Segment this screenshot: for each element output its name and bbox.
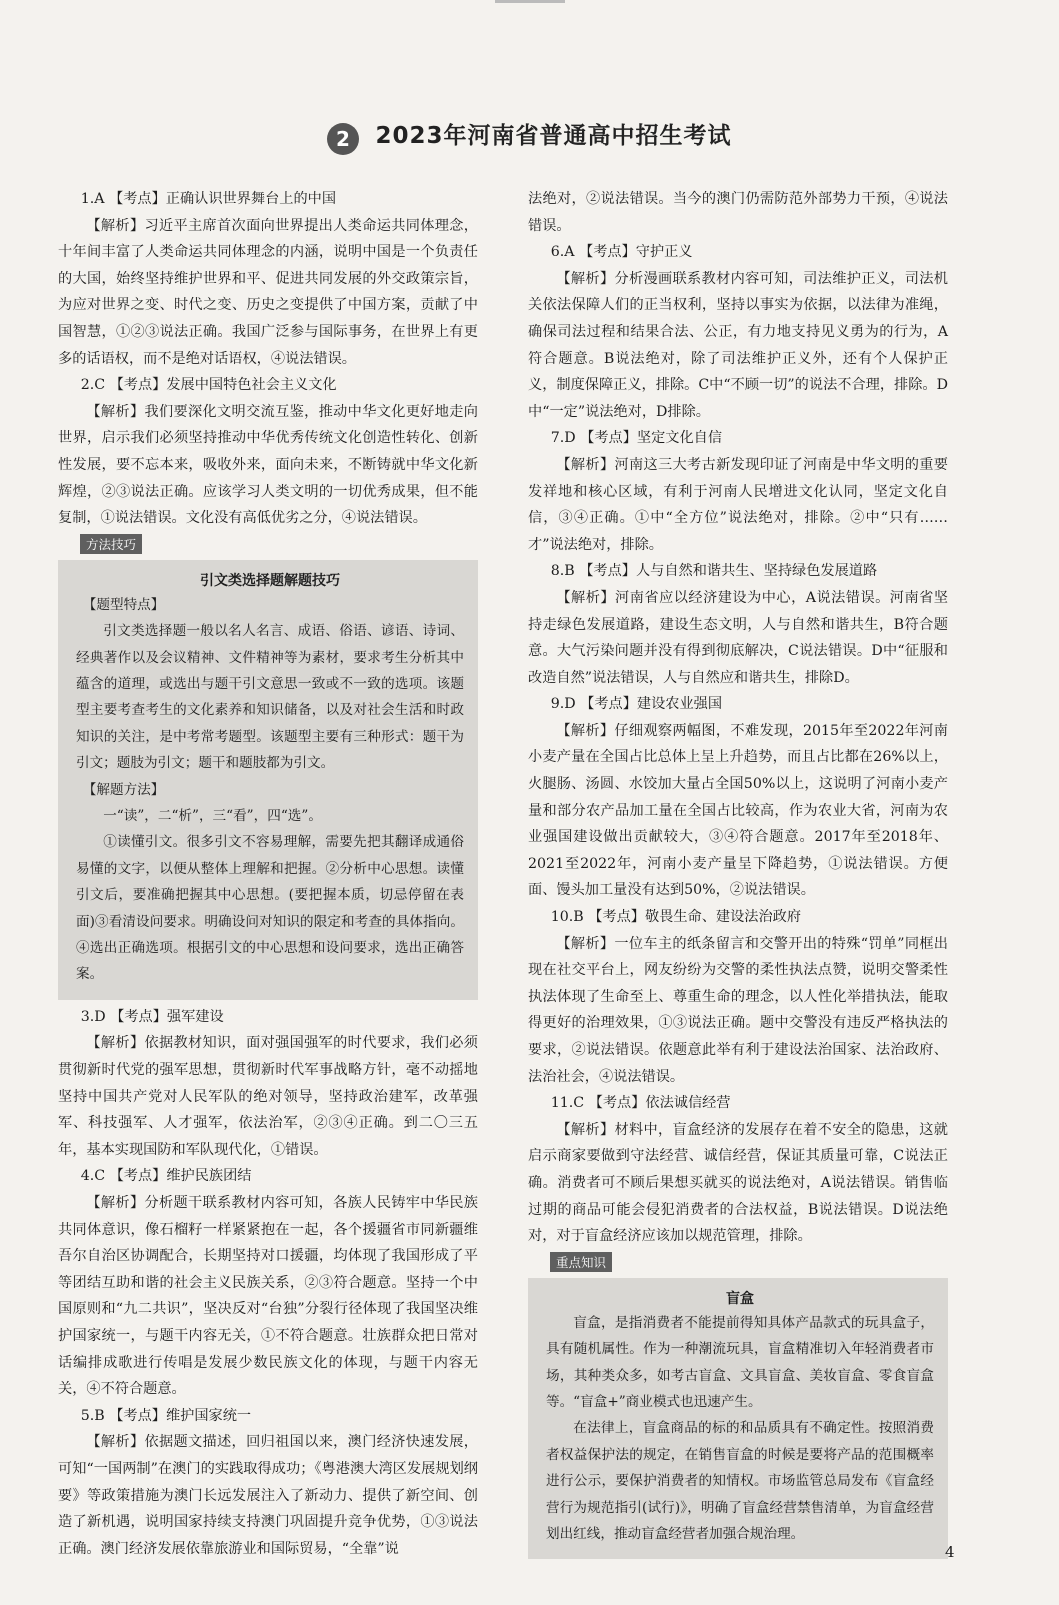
key-box-paragraph-2: 在法律上，盲盒商品的标的和品质具有不确定性。按照消费者权益保护法的规定，在销售盲盒的时候是要将产品的范围概率进行公示，要保护消费者的知情权。市场监管总局发布《盲盒经营行为规范指引(试行)》，明确了盲盒经营禁售清单，为盲盒经营划出红线，推动盲盒经营者加强合规治理。: [546, 1420, 934, 1542]
tip-box-title: 引文类选择题解题技巧: [200, 572, 340, 589]
q3-analysis: 【解析】依据教材知识，面对强国强军的时代要求，我们必须贯彻新时代党的强军思想，贯彻新时代军事战略方针，毫不动摇地坚持中国共产党对人民军队的绝对领导，坚持政治建军，改革强军、科技强军、人才强军，依法治军，②③④正确。到二〇三五年，基本实现国防和军队现代化，①错误。: [58, 1035, 478, 1158]
q7-analysis: 【解析】河南这三大考古新发现印证了河南是中华文明的重要发祥地和核心区域，有利于河南人民增进文化认同，坚定文化自信，③④正确。①中“全方位”说法绝对，排除。②中“只有……才”说法绝对，排除。: [528, 456, 948, 553]
section-number-badge: 2: [327, 123, 359, 155]
method-tip-box: [58, 560, 478, 1000]
q1-heading: 1.A 【考点】正确认识世界舞台上的中国: [80, 191, 337, 207]
q4-analysis: 【解析】分析题干联系教材内容可知，各族人民铸牢中华民族共同体意识，像石榴籽一样紧紧抱在一起，各个援疆省市同新疆维吾尔自治区协调配合，长期坚持对口援疆，均体现了我国形成了平等团结互助和谐的社会主义民族关系，②③符合题意。坚持一个中国原则和“九二共识”，坚决反对“台独”分裂行径体现了我国坚决维护国家统一，与题干内容无关，①不符合题意。壮族群众把日常对话编排成歌进行传唱是发展少数民族文化的体现，与题干内容无关，④不符合题意。: [58, 1194, 478, 1398]
page-number: 4: [945, 1543, 955, 1561]
tip-subheading-features: 【题型特点】: [82, 596, 165, 613]
top-edge-mark: [495, 0, 565, 3]
right-column: [528, 186, 948, 1563]
q7-heading: 7.D 【考点】坚定文化自信: [550, 430, 723, 447]
q1-analysis: 【解析】习近平主席首次面向世界提出人类命运共同体理念，十年间丰富了人类命运共同体理念的内涵，说明中国是一个负责任的大国，始终坚持维护世界和平、促进共同发展的外交政策宗旨，为应对世界之变、时代之变、历史之变提供了中国方案，贡献了中国智慧，①②③说法正确。我国广泛参与国际事务，在世界上有更多的话语权，而不是绝对话语权，④说法错误。: [58, 217, 478, 367]
q5-analysis: 【解析】依据题文描述，回归祖国以来，澳门经济快速发展，可知“一国两制”在澳门的实践取得成功；《粤港澳大湾区发展规划纲要》等政策措施为澳门长远发展注入了新动力、提供了新空间、创造了新机遇，说明国家持续支持澳门巩固提升竞争优势，①③说法正确。澳门经济发展依靠旅游业和国际贸易，“全靠”说: [58, 1434, 478, 1557]
method-tip-tag: 方法技巧: [80, 534, 142, 554]
q9-analysis: 【解析】仔细观察两幅图，不难发现，2015年至2022年河南小麦产量在全国占比总体上呈上升趋势，而且占比都在26%以上，火腿肠、汤圆、水饺加大量占全国50%以上，这说明了河南小麦产量和部分农产品加工量在全国占比较高，作为农业大省，河南为农业强国建设做出贡献较大，③④符合题意。2017年至2018年、2021至2022年，河南小麦产量呈下降趋势，①说法错误。方便面、馒头加工量没有达到50%，②说法错误。: [528, 722, 948, 899]
q5-analysis-continued: 法绝对，②说法错误。当今的澳门仍需防范外部势力干预，④说法错误。: [528, 191, 948, 234]
title-text: 2023年河南省普通高中招生考试: [375, 123, 732, 149]
q8-heading: 8.B 【考点】人与自然和谐共生、坚持绿色发展道路: [550, 563, 878, 580]
q6-analysis: 【解析】分析漫画联系教材内容可知，司法维护正义，司法机关依法保障人们的正当权利，坚持以事实为依据，以法律为准绳，确保司法过程和结果合法、公正，有力地支持见义勇为的行为，A符合题意。B说法绝对，除了司法维护正义外，还有个人保护正义，制度保障正义，排除。C中“不顾一切”的说法不合理，排除。D中“一定”说法绝对，D排除。: [528, 270, 948, 420]
tip-subheading-method: 【解题方法】: [82, 781, 165, 798]
page-title: [0, 117, 1059, 155]
left-column: [58, 186, 478, 1562]
q11-heading: 11.C 【考点】依法诚信经营: [550, 1095, 731, 1112]
q6-heading: 6.A 【考点】守护正义: [550, 244, 693, 261]
key-box-title: 盲盒: [726, 1290, 754, 1307]
q8-analysis: 【解析】河南省应以经济建设为中心，A说法错误。河南省坚持走绿色发展道路，建设生态文明，人与自然和谐共生，B符合题意。大气污染问题并没有得到彻底解决，C说法错误。D中“征服和改造自然”说法错误，人与自然应和谐共生，排除D。: [528, 589, 948, 686]
q11-analysis: 【解析】材料中，盲盒经济的发展存在着不安全的隐患，这就启示商家要做到守法经营、诚信经营，保证其质量可靠，C说法正确。消费者可不顾后果想买就买的说法绝对，A说法错误。销售临过期的商品可能会侵犯消费者的合法权益，B说法错误。D说法绝对，对于盲盒经济应该加以规范管理，排除。: [528, 1121, 948, 1245]
q2-analysis: 【解析】我们要深化文明交流互鉴，推动中华文化更好地走向世界，启示我们必须坚持推动中华优秀传统文化创造性转化、创新性发展，要不忘本来，吸收外来，面向未来，不断铸就中华文化新辉煌，②③说法正确。应该学习人类文明的一切优秀成果，但不能复制，①说法错误。文化没有高低优劣之分，④说法错误。: [58, 403, 478, 527]
q10-analysis: 【解析】一位车主的纸条留言和交警开出的特殊“罚单”同框出现在社交平台上，网友纷纷为交警的柔性执法点赞，说明交警柔性执法体现了生命至上、尊重生命的理念，以人性化举措执法，能取得更好的治理效果，①③说法正确。题中交警没有违反严格执法的要求，②说法错误。依题意此举有利于建设法治国家、法治政府、法治社会，④说法错误。: [528, 935, 948, 1085]
key-knowledge-tag: 重点知识: [550, 1252, 612, 1272]
key-knowledge-box: [528, 1278, 948, 1560]
q9-heading: 9.D 【考点】建设农业强国: [550, 696, 723, 713]
q3-heading: 3.D 【考点】强军建设: [80, 1008, 224, 1025]
tip-method-summary: 一“读”，二“析”，三“看”，四“选”。: [103, 807, 322, 824]
key-box-paragraph-1: 盲盒，是指消费者不能提前得知具体产品款式的玩具盒子，具有随机属性。作为一种潮流玩具，盲盒精准切入年轻消费者市场，其种类众多，如考古盲盒、文具盲盒、美妆盲盒、零食盲盒等。“盲盒+”商业模式也迅速产生。: [546, 1314, 934, 1410]
q5-heading: 5.B 【考点】维护国家统一: [80, 1407, 252, 1424]
q2-heading: 2.C 【考点】发展中国特色社会主义文化: [80, 377, 337, 394]
tip-method-steps: ①读懂引文。很多引文不容易理解，需要先把其翻译成通俗易懂的文字，以便从整体上理解和把握。②分析中心思想。读懂引文后，要准确把握其中心思想。(要把握本质，切忌停留在表面)③看清设问要求。明确设问对知识的限定和考查的具体指向。④选出正确选项。根据引文的中心思想和设问要求，选出正确答案。: [76, 834, 464, 983]
q10-heading: 10.B 【考点】敬畏生命、建设法治政府: [550, 909, 802, 926]
q4-heading: 4.C 【考点】维护民族团结: [80, 1168, 252, 1185]
tip-features-text: 引文类选择题一般以名人名言、成语、俗语、谚语、诗词、经典著作以及会议精神、文件精神等为素材，要求考生分析其中蕴含的道理，或选出与题干引文意思一致或不一致的选项。该题型主要考查考生的文化素养和知识储备，以及对社会生活和时政知识的关注，是中考常考题型。该题型主要有三种形式：题干为引文；题肢为引文；题干和题肢都为引文。: [76, 623, 464, 772]
